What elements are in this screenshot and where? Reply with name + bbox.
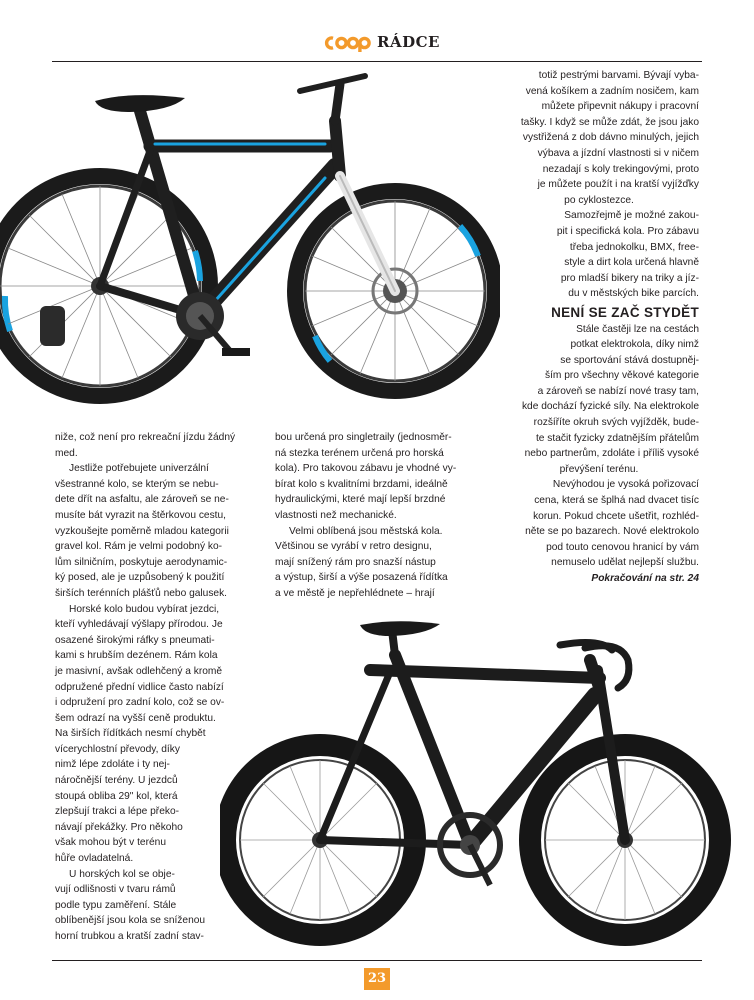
text-line: hůře ovladatelná. — [55, 853, 134, 865]
text-line: je masivní, avšak odlehčený a kromě — [55, 665, 223, 677]
text-line: kteří vyhledávají výšlapy přírodou. Je — [55, 619, 223, 631]
text-line: a výstup, širší a výše posazená řídítka — [275, 572, 448, 584]
text-line: po cyklostezce. — [564, 194, 634, 206]
text-column-middle — [275, 430, 473, 602]
text-line: tašky. I když se může zdát, že jsou jako — [520, 116, 699, 128]
text-line: bou určená pro singletraily (jednosměr- — [275, 432, 452, 443]
page-header — [0, 30, 754, 56]
text-line: třeba jednokolku, BMX, free- — [569, 241, 699, 253]
text-line: nebo partnerům, zdoláte i příliš vysoké — [524, 448, 699, 460]
text-line: style a dirt kola určená hlavně — [564, 257, 699, 269]
text-line: oblíbenější jsou kola se sníženou — [55, 915, 206, 927]
text-line: však mohou být v terénu — [55, 837, 166, 849]
text-line: se sportování stává dostupněj- — [560, 354, 699, 366]
text-line: odpružené přední vidlice často nabízí — [55, 681, 224, 693]
text-line: kami s hrubším dezénem. Rám kola — [55, 650, 218, 662]
text-line: vystřižená z dob dávno minulých, jejich — [522, 132, 699, 144]
text-line: rozšíříte okruh svých vyjížděk, bude- — [533, 417, 699, 429]
text-line: vená košíkem a zadním nosičem, kam — [525, 85, 699, 97]
text-line: něte se po bazarech. Nové elektrokolo — [525, 526, 699, 538]
text-column-right — [499, 68, 699, 587]
coop-logo — [322, 33, 374, 53]
text-line: pit i specifická kola. Pro zábavu — [556, 225, 699, 237]
text-line: Většinou se vyrábí v retro designu, — [275, 541, 432, 553]
text-line: je můžete použít i na kratší vyjížďky — [537, 179, 699, 191]
text-line: šem odrazí na vyšší ceně produktu. — [55, 712, 216, 724]
text-line: nimž lépe zdoláte i ty nej- — [55, 759, 170, 771]
text-line: i odpružení pro zadní kolo, což se ov- — [55, 697, 225, 709]
road-bike-photo — [220, 600, 754, 955]
text-line: bírat kolo s kvalitními brzdami, ideálně — [275, 478, 448, 490]
text-line: Jestliže potřebujete univerzální — [69, 463, 209, 475]
text-line: ná stezka terénem určená pro horská — [275, 447, 444, 459]
text-line: všestranné kolo, se kterým se nebu- — [55, 478, 219, 490]
continued-link[interactable]: Pokračování na str. 24 — [591, 573, 699, 584]
text-line: nemuselo udělat nejlepší službu. — [551, 557, 699, 569]
text-line: horní trubkou a kratší zadní stav- — [55, 931, 204, 942]
text-line: Stále častěji lze na cestách — [576, 323, 699, 335]
text-line: korun. Pokud chcete ušetřit, rozhléd- — [533, 510, 699, 522]
text-line: můžete připevnit nákupy i pracovní — [541, 101, 699, 113]
text-line: náročnější terény. U jezdců — [55, 775, 178, 787]
text-line: a zároveň se nabízí nové trasy tam, — [537, 385, 699, 397]
text-line: vují odlišnosti v tvaru rámů — [55, 884, 176, 896]
text-line: dete dřít na asfaltu, ale zároveň se ne- — [55, 494, 229, 506]
text-line: návají překážky. Pro někoho — [55, 821, 183, 833]
text-line: Nevýhodou je vysoká pořizovací — [552, 479, 699, 491]
text-line: osazené širokými ráfky s pneumati- — [55, 634, 215, 646]
text-line: Samozřejmě je možné zakou- — [564, 210, 699, 222]
text-line: a ve městě je nepřehlédnete – hrají — [275, 587, 435, 599]
text-line: širších terénních plášťů nebo galusek. — [55, 587, 228, 599]
text-line: cena, která se šplhá nad dvacet tisíc — [534, 495, 699, 507]
brand-title: RÁDCE — [377, 33, 440, 51]
text-line: niže, což není pro rekreační jízdu žádný — [55, 432, 236, 443]
text-line: te stačit fyzicky zdatnějším přátelům — [535, 432, 699, 444]
footer-divider — [52, 960, 702, 961]
page-number: 23 — [364, 968, 390, 990]
text-line: vyzkoušejte poměrně mladou kategorii — [55, 525, 229, 537]
text-line: U horských kol se obje- — [69, 868, 175, 880]
text-line: zlepšují trakci a lépe překo- — [55, 806, 180, 818]
mountain-bike-photo — [0, 66, 500, 416]
text-line: musíte bát vyrazit na štěrkovou cestu, — [55, 509, 226, 521]
text-line: kola). Pro takovou zábavu je vhodné vy- — [275, 463, 457, 475]
text-line: totiž pestrými barvami. Bývají vyba- — [538, 70, 699, 81]
text-line: hydraulickými, které mají lepší brzdné — [275, 494, 446, 506]
text-line: stoupá obliba 29" kol, která — [55, 790, 178, 802]
text-line: du v městských bike parcích. — [568, 288, 699, 300]
text-line: med. — [55, 447, 78, 459]
text-line: Velmi oblíbená jsou městská kola. — [289, 525, 443, 537]
text-line: kde dochází fyzické síly. Na elektrokole — [521, 401, 699, 413]
text-line: podle typu zaměření. Stále — [55, 899, 177, 911]
text-line: pod touto cenovou hranicí by vám — [546, 541, 699, 553]
text-line: Horské kolo budou vybírat jezdci, — [69, 603, 220, 615]
section-heading: NENÍ SE ZAČ STYDĚT — [551, 304, 699, 320]
text-line: nezadají s koly trekingovými, proto — [542, 163, 699, 175]
header-divider — [52, 61, 702, 62]
text-line: mají snížený rám pro snazší nástup — [275, 556, 436, 568]
text-line: Na širších řídítkách nesmí chybět — [55, 728, 206, 740]
text-line: ším pro všechny věkové kategorie — [544, 370, 699, 382]
text-line: ký posed, ale je uzpůsobený k použití — [55, 572, 225, 584]
text-line: lům silničním, poskytuje aerodynamic- — [55, 556, 228, 568]
text-line: pro mladší bikery na triky a jíz- — [560, 272, 699, 284]
text-line: vlastnosti než mechanické. — [275, 509, 397, 521]
text-line: výbava a jízdní vlastnosti si v ničem — [537, 147, 699, 159]
text-line: vícerychlostní převody, díky — [55, 743, 180, 755]
text-line: gravel kol. Rám je velmi podobný ko- — [55, 541, 223, 553]
text-line: převýšení terénu. — [559, 463, 639, 475]
text-line: potkat elektrokola, díky nimž — [570, 339, 699, 351]
